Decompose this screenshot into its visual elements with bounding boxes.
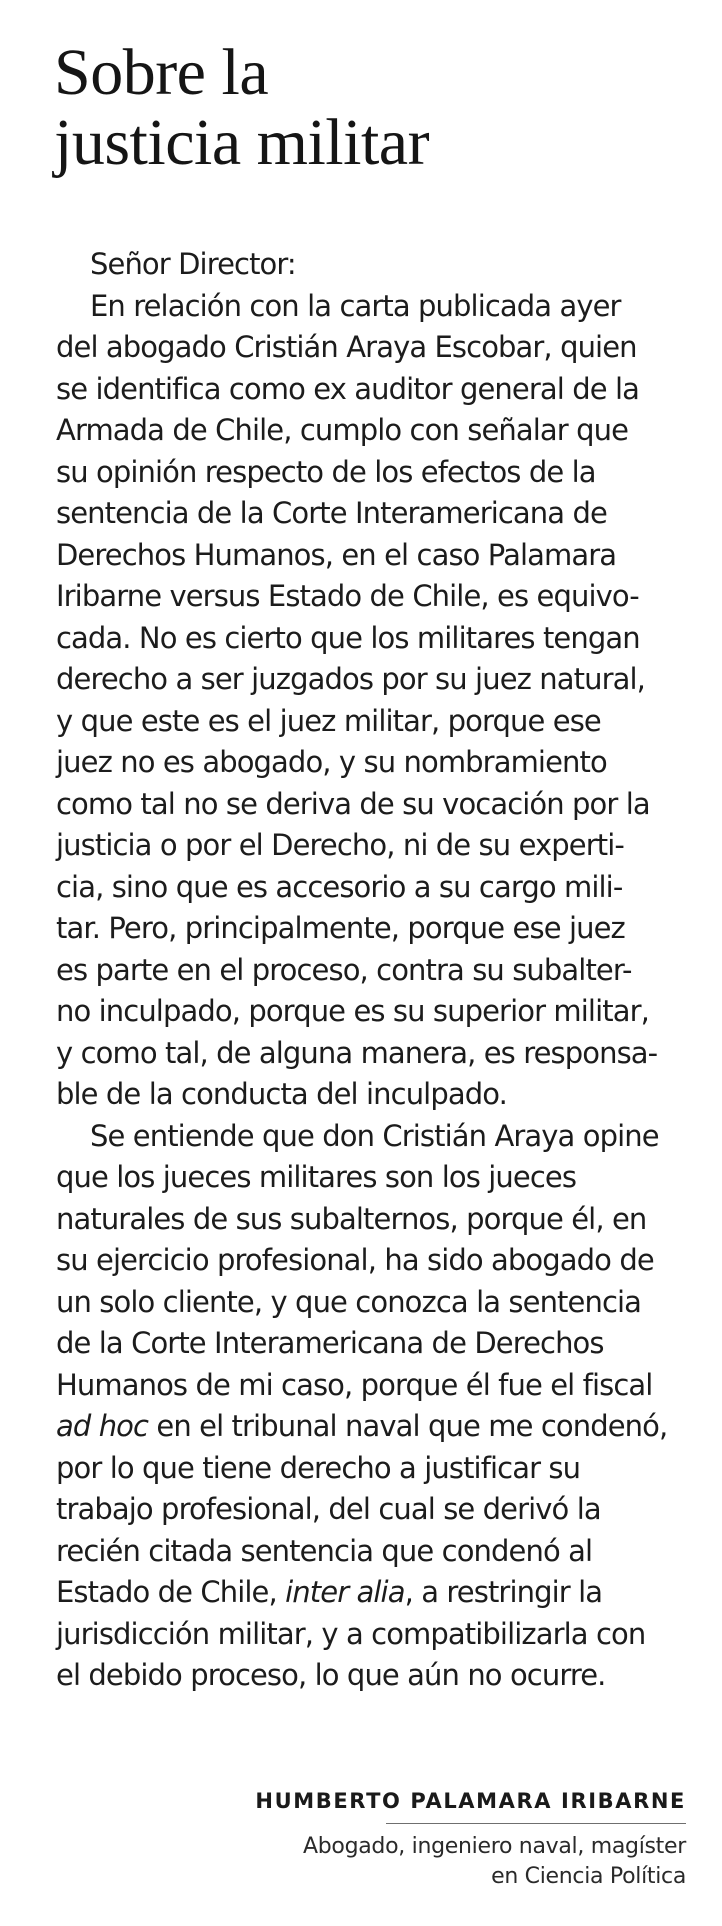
paragraph-2-line: el debido proceso, lo que aún no ocurre. (56, 1658, 606, 1692)
paragraph-1-line: justicia o por el Derecho, ni de su experti- (56, 828, 624, 862)
headline-line-1: Sobre la (54, 36, 269, 109)
paragraph-1 (56, 286, 666, 1116)
paragraph-1-line: Derechos Humanos, en el caso Palamara (56, 537, 617, 572)
paragraph-1-line: del abogado Cristián Araya Escobar, quien (56, 330, 637, 364)
italic-ad-hoc: ad hoc (56, 1409, 149, 1443)
paragraph-1-line: su opinión respecto de los efectos de la (56, 454, 596, 489)
line-text: , a restringir la (404, 1575, 603, 1609)
paragraph-1-line: En relación con la carta publicada ayer (90, 288, 621, 323)
signature-block (255, 1786, 686, 1892)
paragraph-2-line: trabajo profesional, del cual se derivó la (56, 1492, 601, 1526)
paragraph-1-line: ble de la conducta del inculpado. (56, 1077, 507, 1111)
paragraph-1-line: es parte en el proceso, contra su subalter- (56, 952, 632, 987)
paragraph-2-line: Se entiende que don Cristián Araya opine (90, 1118, 659, 1153)
paragraph-1-line: como tal no se deriva de su vocación por la (56, 786, 650, 821)
letter-body (56, 244, 666, 1697)
paragraph-2-line (56, 1406, 666, 1448)
paragraph-2-line: su ejercicio profesional, ha sido abogado de (56, 1243, 654, 1277)
paragraph-1-line: cia, sino que es accesorio a su cargo mili- (56, 869, 623, 904)
headline (54, 38, 674, 178)
paragraph-1-line: Armada de Chile, cumplo con señalar que (56, 413, 629, 447)
line-text: en el tribunal naval que me condenó, (148, 1409, 668, 1443)
paragraph-1-line: y como tal, de alguna manera, es responsa- (56, 1035, 658, 1070)
salutation: Señor Director: (90, 247, 296, 281)
author-name: HUMBERTO PALAMARA IRIBARNE (255, 1789, 686, 1813)
paragraph-2-line: jurisdicción militar, y a compatibilizarla con (56, 1616, 646, 1651)
paragraph-2 (56, 1116, 666, 1697)
signature-divider (386, 1823, 686, 1824)
paragraph-2-line: de la Corte Interamericana de Derechos (56, 1326, 604, 1360)
paragraph-1-line: derecho a ser juzgados por su juez natural, (56, 662, 645, 696)
paragraph-1-line: tar. Pero, principalmente, porque ese juez (56, 911, 625, 945)
paragraph-2-line: por lo que tiene derecho a justificar su (56, 1450, 581, 1485)
paragraph-1-line: cada. No es cierto que los militares tengan (56, 620, 640, 655)
paragraph-2-line: naturales de sus subalternos, porque él, en (56, 1201, 647, 1236)
paragraph-1-line: se identifica como ex auditor general de la (56, 371, 640, 406)
paragraph-2-line (56, 1572, 666, 1614)
paragraph-1-line: sentencia de la Corte Interamericana de (56, 496, 607, 530)
paragraph-1-line: Iribarne versus Estado de Chile, es equivo- (56, 579, 639, 613)
paragraph-1-line: y que este es el juez militar, porque ese (56, 703, 601, 738)
paragraph-2-line: Humanos de mi caso, porque él fue el fiscal (56, 1367, 653, 1402)
author-credentials-line-2: en Ciencia Política (491, 1864, 686, 1889)
paragraph-1-line: no inculpado, porque es su superior militar, (56, 994, 649, 1028)
line-text: Estado de Chile, (56, 1575, 286, 1609)
paragraph-1-line: juez no es abogado, y su nombramiento (56, 745, 607, 779)
headline-line-2: justicia militar (54, 106, 430, 179)
paragraph-2-line: recién citada sentencia que condenó al (56, 1533, 593, 1568)
paragraph-2-line: un solo cliente, y que conozca la sentencia (56, 1284, 642, 1319)
italic-inter-alia: inter alia (285, 1575, 405, 1609)
paragraph-2-line: que los jueces militares son los jueces (56, 1160, 577, 1194)
author-credentials-line-1: Abogado, ingeniero naval, magíster (303, 1834, 686, 1859)
